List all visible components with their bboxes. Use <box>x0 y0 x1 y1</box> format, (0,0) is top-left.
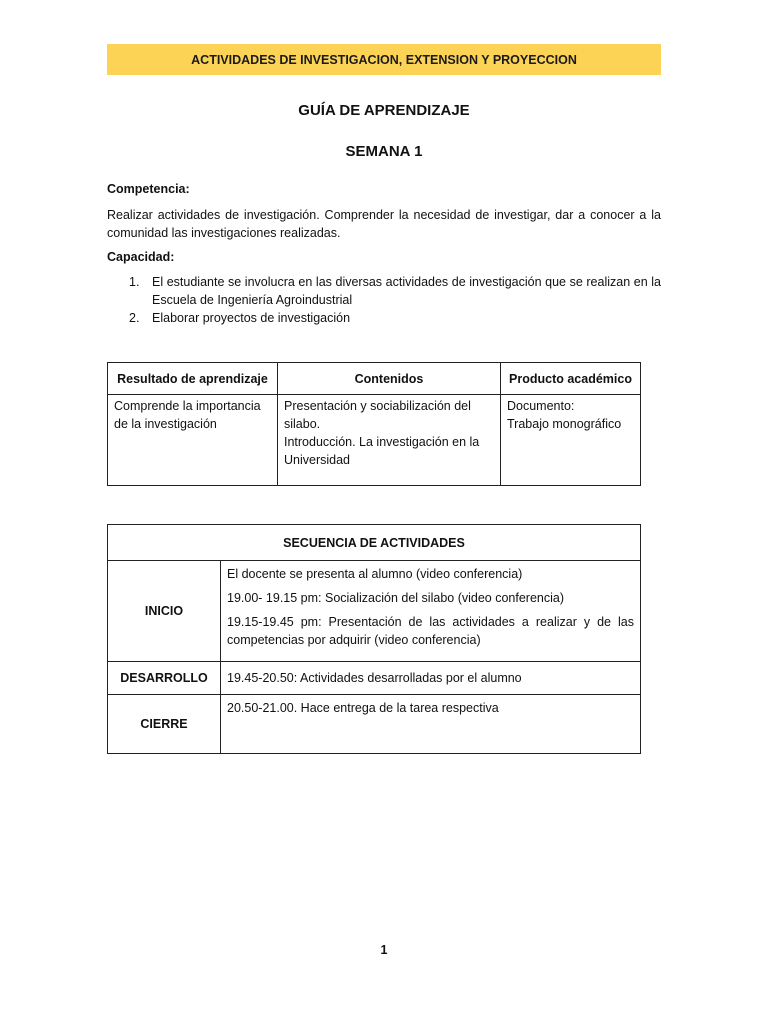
contenidos-line: Introducción. La investigación en la Universidad <box>284 435 480 467</box>
table-row <box>108 395 641 486</box>
contenidos-line: Presentación y sociabilización del silabo. <box>284 399 471 431</box>
table-header-row <box>108 525 641 561</box>
resultado-cell: Comprende la importancia de la investigación <box>108 395 278 486</box>
column-header-producto: Producto académico <box>501 363 641 395</box>
list-item-text: El estudiante se involucra en las diversas actividades de investigación que se realizan en la Escuela de Ingeniería Agroindustrial <box>152 275 661 307</box>
table-row <box>108 695 641 754</box>
inicio-cell <box>221 561 641 662</box>
header-banner: ACTIVIDADES DE INVESTIGACION, EXTENSION Y PROYECCION <box>107 44 661 75</box>
sequence-table <box>107 524 641 754</box>
activity-line: 19.15-19.45 pm: Presentación de las actividades a realizar y de las competencias por adquirir (video conferencia) <box>227 615 634 647</box>
phase-label-inicio: INICIO <box>108 561 221 662</box>
list-item-text: Elaborar proyectos de investigación <box>152 311 351 325</box>
results-table <box>107 362 641 486</box>
contenidos-cell <box>278 395 501 486</box>
list-item <box>107 273 661 309</box>
page-number: 1 <box>380 943 388 957</box>
column-header-contenidos: Contenidos <box>278 363 501 395</box>
capacidad-label: Capacidad: <box>107 250 175 264</box>
list-item-number: 1. <box>129 275 140 289</box>
cierre-cell: 20.50-21.00. Hace entrega de la tarea respectiva <box>221 695 641 754</box>
column-header-resultado: Resultado de aprendizaje <box>108 363 278 395</box>
page-title: GUÍA DE APRENDIZAJE <box>298 102 470 119</box>
list-item-number: 2. <box>129 311 140 325</box>
phase-label-desarrollo: DESARROLLO <box>108 662 221 695</box>
list-item <box>107 309 661 327</box>
competencia-text: Realizar actividades de investigación. Comprender la necesidad de investigar, dar a conocer a la comunidad las investigaciones realizadas. <box>107 208 661 240</box>
producto-cell <box>501 395 641 486</box>
table-row <box>108 561 641 662</box>
activity-line: 19.00- 19.15 pm: Socialización del silabo (video conferencia) <box>227 591 564 605</box>
activity-line: El docente se presenta al alumno (video conferencia) <box>227 567 523 581</box>
table-row <box>108 662 641 695</box>
phase-label-cierre: CIERRE <box>108 695 221 754</box>
week-title: SEMANA 1 <box>345 143 423 160</box>
sequence-title: SECUENCIA DE ACTIVIDADES <box>108 525 641 561</box>
producto-line: Trabajo monográfico <box>507 417 622 431</box>
competencia-label: Competencia: <box>107 182 190 196</box>
capacidad-list <box>107 273 661 327</box>
producto-line: Documento: <box>507 399 575 413</box>
table-header-row <box>108 363 641 395</box>
desarrollo-cell: 19.45-20.50: Actividades desarrolladas por el alumno <box>221 662 641 695</box>
